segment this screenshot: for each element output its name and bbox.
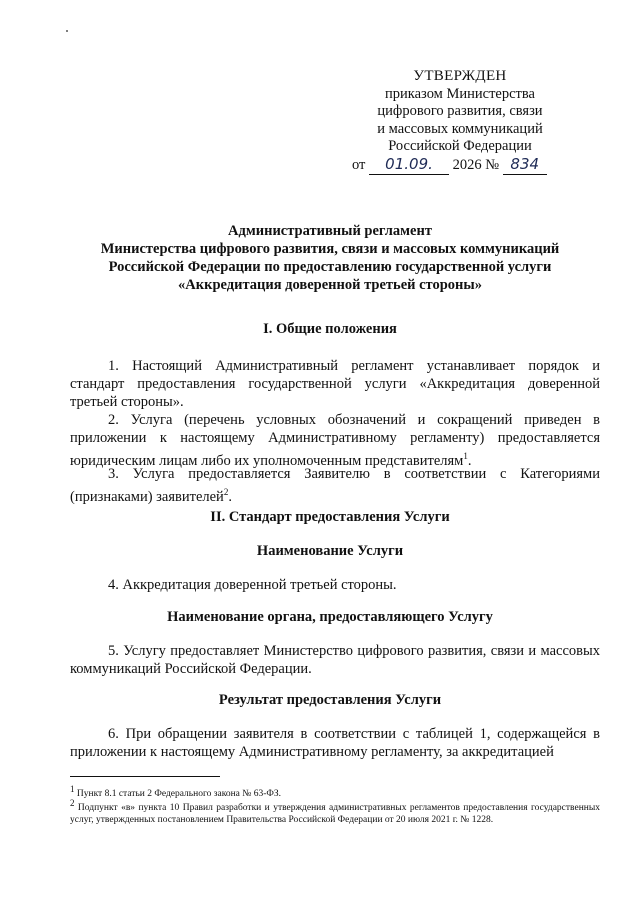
title-line: Министерства цифрового развития, связи и массовых коммуникаций xyxy=(100,241,560,257)
paragraph-2-text: 2. Услуга (перечень условных обозначений и сокращений приведен в приложении к настоящему Административному регламенту) предоставляется юридическим лицам либо их уполномоченным представителям xyxy=(70,412,600,469)
footnote-1-number: 1 xyxy=(70,784,75,794)
paragraph-1: 1. Настоящий Административный регламент устанавливает порядок и стандарт предоставления государственной услуги «Аккредитация доверенной третьей стороны». xyxy=(70,358,600,410)
document-title xyxy=(60,222,600,294)
footnote-2 xyxy=(70,797,600,826)
approval-line: цифрового развития, связи xyxy=(377,103,543,119)
footnote-2-number: 2 xyxy=(70,798,75,808)
paragraph-5: 5. Услугу предоставляет Министерство цифрового развития, связи и массовых коммуникаций Российской Федерации. xyxy=(70,643,600,677)
paragraph-3 xyxy=(70,465,600,506)
subsection-heading-organ: Наименование органа, предоставляющего Услугу xyxy=(167,609,493,625)
footnote-ref-2: 2 xyxy=(223,487,229,497)
footnote-divider xyxy=(70,776,220,777)
handwritten-date: 01.09. xyxy=(385,155,433,173)
paragraph-6: 6. При обращении заявителя в соответствии с таблицей 1, содержащейся в приложении к настоящему Административному регламенту, за аккредитацией xyxy=(70,726,600,760)
paragraph-3-text: 3. Услуга предоставляется Заявителю в соответствии с Категориями (признаками) заявителей xyxy=(70,466,600,505)
approval-date-line xyxy=(352,155,547,175)
title-line: Административный регламент xyxy=(228,223,432,239)
number-field xyxy=(503,155,547,175)
number-sign: № xyxy=(485,157,500,173)
scan-speck xyxy=(66,30,68,32)
title-line: Российской Федерации по предоставлению государственной услуги xyxy=(108,259,552,275)
handwritten-number: 834 xyxy=(510,155,540,173)
date-field xyxy=(369,155,449,175)
paragraph-3-end: . xyxy=(228,488,232,505)
footnote-1-text: Пункт 8.1 статьи 2 Федерального закона № 63-ФЗ. xyxy=(74,789,282,800)
section-heading-1: I. Общие положения xyxy=(263,321,397,337)
footnote-2-text: Подпункт «в» пункта 10 Правил разработки и утверждения административных регламентов предоставления государственных услуг, утвержденных постановлением Правительства Российской Федерации от 20 июля 2021 г. № 1228. xyxy=(70,803,600,826)
footnote-ref-1: 1 xyxy=(463,451,468,461)
paragraph-2 xyxy=(70,411,600,470)
paragraph-2-end: . xyxy=(467,452,472,469)
section-heading-2: II. Стандарт предоставления Услуги xyxy=(210,509,450,525)
approval-line: Российской Федерации xyxy=(388,138,532,154)
approval-line: и массовых коммуникаций xyxy=(377,120,543,137)
approval-heading: УТВЕРЖДЕН xyxy=(413,68,507,84)
date-year: 2026 xyxy=(452,157,482,173)
approval-line: приказом Министерства xyxy=(385,85,535,102)
title-line: «Аккредитация доверенной третьей стороны» xyxy=(178,277,482,293)
approval-block xyxy=(340,68,580,156)
date-prefix: от xyxy=(352,157,366,173)
paragraph-4: 4. Аккредитация доверенной третьей стороны. xyxy=(108,577,397,593)
subsection-heading-result: Результат предоставления Услуги xyxy=(218,692,442,708)
subsection-heading-name: Наименование Услуги xyxy=(256,543,404,559)
